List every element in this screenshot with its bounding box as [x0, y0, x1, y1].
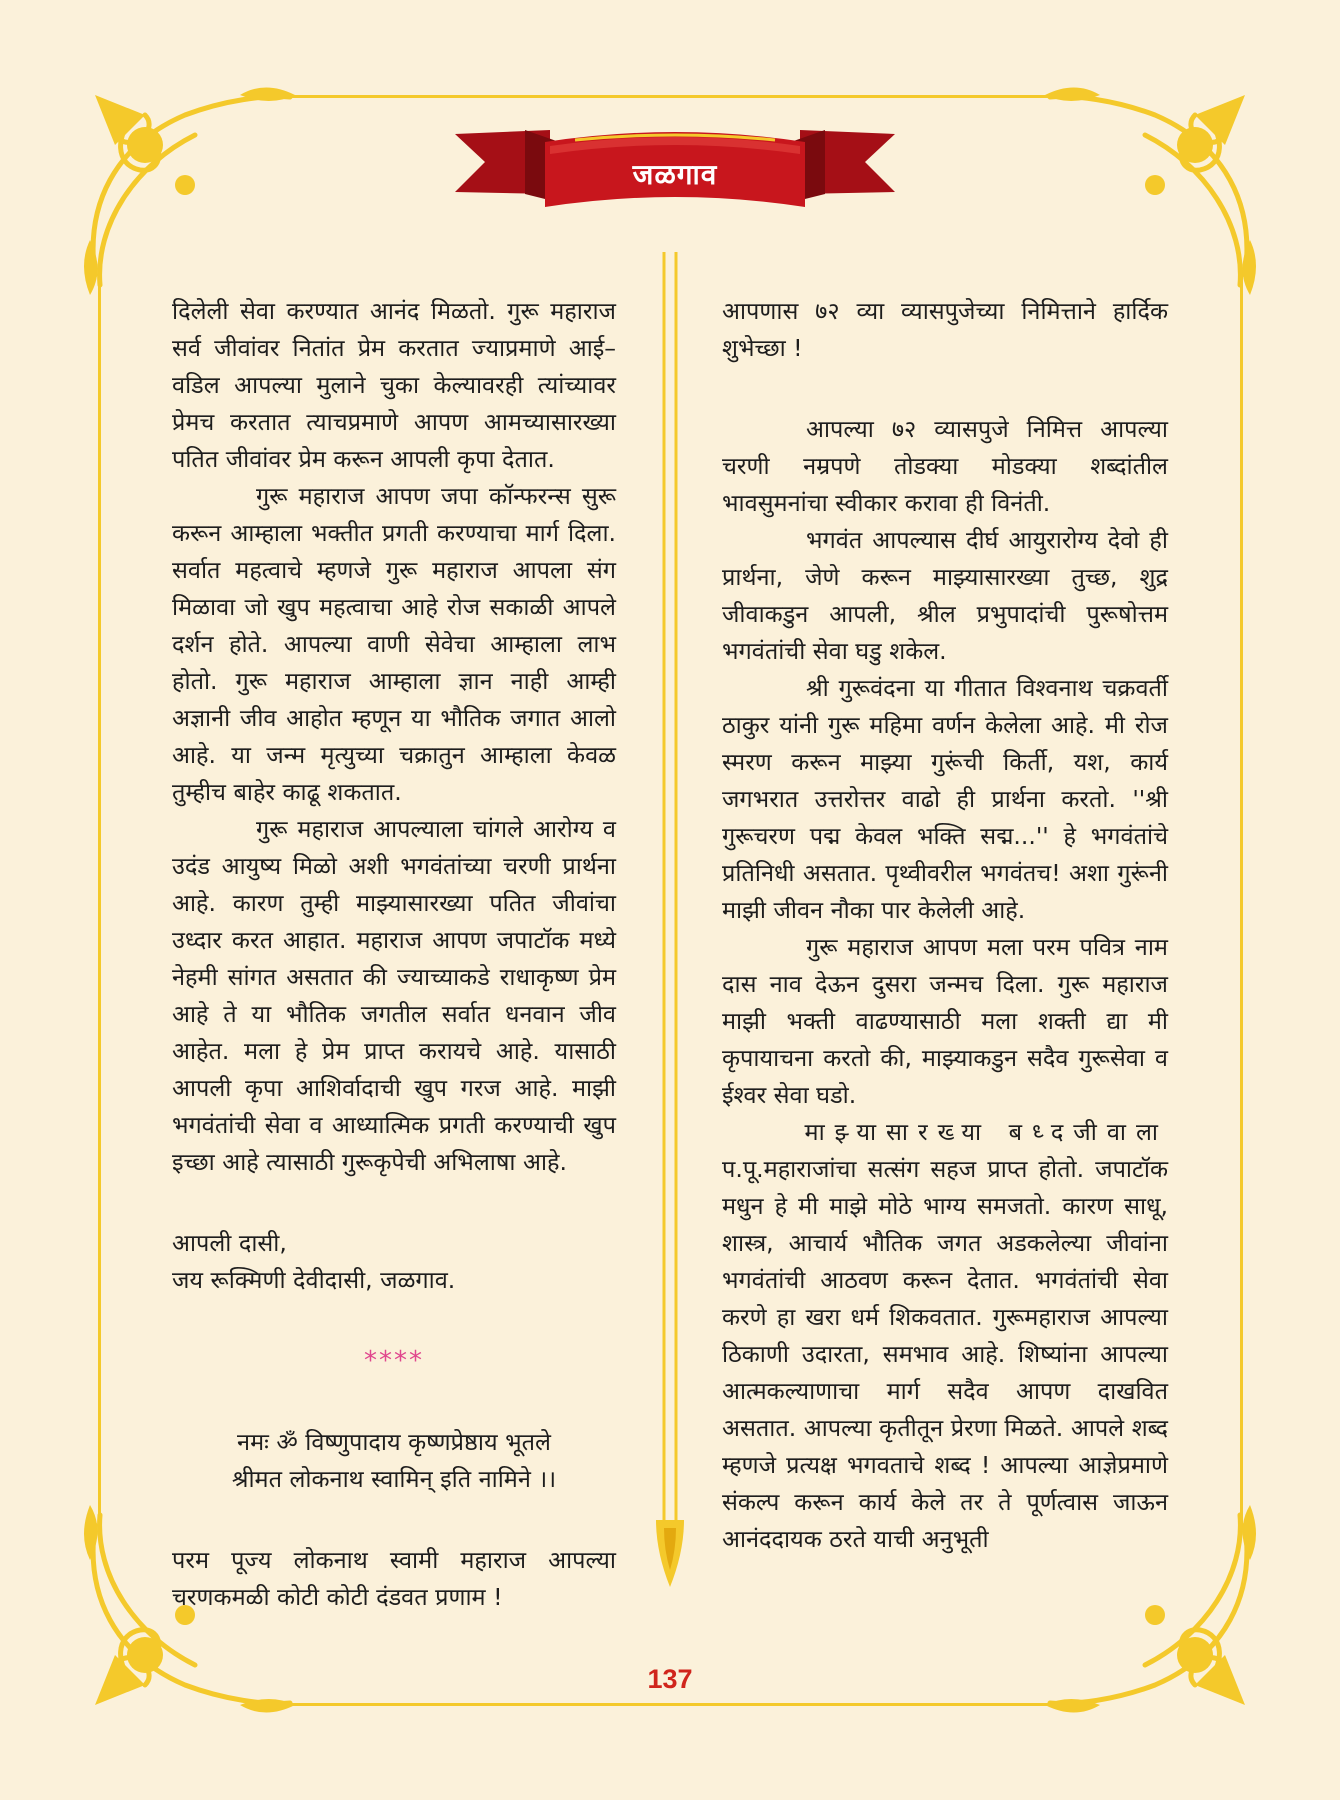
left-paragraph-3: गुरू महाराज आपल्याला चांगले आरोग्य व उदंड आयुष्य मिळो अशी भगवंतांच्या चरणी प्रार्थना आहे. कारण तुम्ही माझ्यासारख्या पतित जीवांचा उध्दार करत आहात. महाराज आपण जपाटॉक मध्ये नेहमी सांगत असतात की ज्याच्याकडे राधाकृष्ण प्रेम आहे ते या भौतिक जगतील सर्वात धनवान जीव आहेत. मला हे प्रेम प्राप्त करायचे आहे. यासाठी आपली कृपा आशिर्वादाची खुप गरज आहे. माझी भगवंतांची सेवा व आध्यात्मिक प्रगती करण्याची खुप इच्छा आहे त्यासाठी गुरूकृपेची अभिलाषा आहे. — [172, 815, 616, 1176]
section-stars: **** — [364, 1346, 424, 1376]
right-column — [722, 293, 1168, 1558]
right-paragraph-4: श्री गुरूवंदना या गीतात विश्वनाथ चक्रवर्ती ठाकुर यांनी गुरू महिमा वर्णन केलेला आहे. मी रोज स्मरण करून माझ्या गुरूंची किर्ती, यश, कार्य जगभरात उत्तरोत्तर वाढो ही प्रार्थना करतो. ''श्री गुरूचरण पद्म केवल भक्ति सद्म...'' हे भगवंतांचे प्रतिनिधी असतात. पृथ्वीवरील भगवंतच! अशा गुरूंनी माझी जीवन नौका पार केलेली आहे. — [722, 674, 1168, 924]
right-paragraph-2: आपल्या ७२ व्यासपुजे निमित्त आपल्या चरणी नम्रपणे तोडक्या मोडक्या शब्दांतील भावसुमनांचा स्वीकार करावा ही विनंती. — [722, 415, 1168, 517]
left-paragraph-2: गुरू महाराज आपण जपा कॉन्फरन्स सुरू करून आम्हाला भक्तीत प्रगती करण्याचा मार्ग दिला. सर्वात महत्वाचे म्हणजे गुरू महाराज आपला संग मिळावा जो खुप महत्वाचा आहे रोज सकाळी आपले दर्शन होते. आपल्या वाणी सेवेचा आम्हाला लाभ होतो. गुरू महाराज आम्हाला ज्ञान नाही आम्ही अज्ञानी जीव आहोत म्हणून या भौतिक जगात आलो आहे. या जन्म मृत्युच्या चक्रातुन आम्हाला केवळ तुम्हीच बाहेर काढू शकतात. — [172, 482, 616, 806]
page-title: जळगाव — [632, 158, 718, 191]
signoff-line-1: आपली दासी, — [172, 1229, 287, 1257]
right-paragraph-6-heading: माझ्यासारख्या बध्दजीवाला — [804, 1118, 1168, 1146]
frame-right-line — [1240, 270, 1243, 1530]
corner-ornament-top-right — [1035, 75, 1265, 305]
signoff-line-2: जय रूक्मिणी देवीदासी, जळगाव. — [172, 1266, 456, 1294]
column-divider — [652, 252, 688, 1592]
frame-bottom-line — [280, 1703, 1060, 1706]
right-paragraph-6: प.पू.महाराजांचा सत्संग सहज प्राप्त होतो. जपाटॉक मधुन हे मी माझे मोठे भाग्य समजतो. कारण साधू, शास्त्र, आचार्य भौतिक जगत अडकलेल्या जीवांना भगवंतांची आठवण करून देतात. भगवंतांची सेवा करणे हा खरा धर्म शिकवतात. गुरूमहाराज आपल्या ठिकाणी उदारता, समभाव आहे. शिष्यांना आपल्या आत्मकल्याणाचा मार्ग सदैव आपण दाखवित असतात. आपल्या कृतीतून प्रेरणा मिळते. आपले शब्द म्हणजे प्रत्यक्ष भगवताचे शब्द ! आपल्या आज्ञेप्रमाणे संकल्प करून कार्य केले तर ते पूर्णत्वास जाऊन आनंददायक ठरते याची अनुभूती — [722, 1155, 1168, 1553]
left-paragraph-4: परम पूज्य लोकनाथ स्वामी महाराज आपल्या चरणकमळी कोटी कोटी दंडवत प्रणाम ! — [172, 1546, 616, 1611]
frame-left-line — [98, 270, 101, 1530]
corner-ornament-top-left — [75, 75, 305, 305]
verse-line-2: श्रीमत लोकनाथ स्वामिन् इति नामिने ।। — [231, 1465, 557, 1493]
right-paragraph-1: आपणास ७२ व्या व्यासपुजेच्या निमित्ताने हार्दिक शुभेच्छा ! — [722, 297, 1168, 362]
right-paragraph-3: भगवंत आपल्यास दीर्घ आयुरारोग्य देवो ही प्रार्थना, जेणे करून माझ्यासारख्या तुच्छ, शुद्र जीवाकडुन आपली, श्रील प्रभुपादांची पुरूषोत्तम भगवंतांची सेवा घडु शकेल. — [722, 526, 1168, 665]
page-number: 137 — [647, 1664, 693, 1694]
left-paragraph-1: दिलेली सेवा करण्यात आनंद मिळतो. गुरू महाराज सर्व जीवांवर नितांत प्रेम करतात ज्याप्रमाणे आई–वडिल आपल्या मुलाने चुका केल्यावरही त्यांच्यावर प्रेमच करतात त्याचप्रमाणे आपण आमच्यासारख्या पतित जीवांवर प्रेम करून आपली कृपा देतात. — [172, 297, 616, 473]
left-column — [172, 293, 616, 1616]
frame-top-line — [280, 95, 1060, 98]
verse-line-1: नमः ॐ विष्णुपादाय कृष्णप्रेष्ठाय भूतले — [237, 1428, 551, 1456]
title-ribbon — [455, 112, 895, 232]
right-paragraph-5: गुरू महाराज आपण मला परम पवित्र नाम दास नाव देऊन दुसरा जन्मच दिला. गुरू महाराज माझी भक्ती वाढण्यासाठी मला शक्ती द्या मी कृपायाचना करतो की, माझ्याकडुन सदैव गुरूसेवा व ईश्वर सेवा घडो. — [722, 933, 1168, 1109]
